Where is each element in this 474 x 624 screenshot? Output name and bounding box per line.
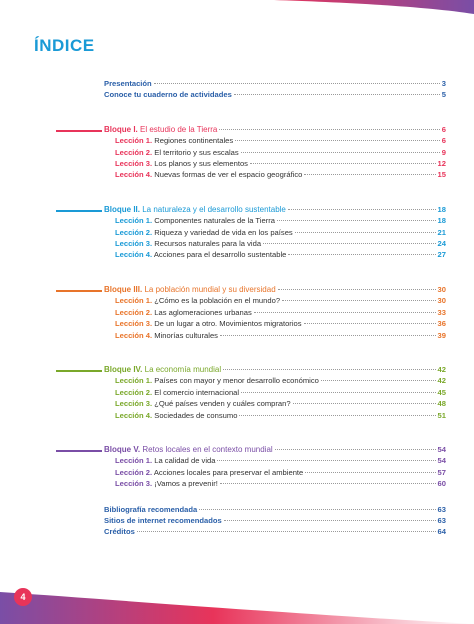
lesson-title: ¿Qué países venden y cuáles compran? bbox=[152, 399, 291, 409]
toc-entry-page: 51 bbox=[437, 410, 446, 420]
toc-entry-back-0[interactable] bbox=[104, 504, 446, 515]
toc-entry-page: 36 bbox=[437, 319, 446, 329]
leader-dots bbox=[254, 312, 436, 313]
lesson-title: Componentes naturales de la Tierra bbox=[152, 216, 275, 226]
toc-entry-page: 6 bbox=[441, 124, 446, 134]
block-heading-label bbox=[104, 364, 221, 375]
lesson-number: Lección 2. bbox=[115, 307, 153, 317]
lesson-number: Lección 3. bbox=[115, 239, 153, 249]
toc-entry-page: 45 bbox=[437, 387, 446, 397]
toc-lesson-entry[interactable] bbox=[104, 318, 446, 329]
lesson-label bbox=[115, 158, 248, 169]
toc-entry-label: Conoce tu cuaderno de actividades bbox=[104, 90, 232, 100]
block-number: Bloque II. bbox=[104, 204, 140, 214]
leader-dots bbox=[154, 83, 440, 84]
toc-entry-label: Bibliografía recomendada bbox=[104, 504, 198, 514]
toc-entry-page: 27 bbox=[437, 250, 446, 260]
leader-dots bbox=[263, 243, 436, 244]
toc-entry-front-0[interactable] bbox=[104, 78, 446, 89]
toc-entry-page: 54 bbox=[437, 444, 446, 454]
toc-entry-page: 64 bbox=[437, 527, 446, 537]
block-number: Bloque V. bbox=[104, 444, 141, 454]
leader-dots bbox=[275, 449, 436, 450]
leader-dots bbox=[241, 152, 440, 153]
spacer bbox=[104, 181, 446, 195]
lesson-label bbox=[115, 169, 302, 180]
block-title: La naturaleza y el desarrollo sustentable bbox=[140, 204, 286, 214]
toc-lesson-entry[interactable] bbox=[104, 135, 446, 146]
leader-dots bbox=[239, 415, 435, 416]
toc-entry-front-1[interactable] bbox=[104, 89, 446, 100]
block-title: La población mundial y su diversidad bbox=[142, 284, 276, 294]
blocks-list bbox=[104, 124, 446, 490]
leader-dots bbox=[223, 369, 435, 370]
toc-block-heading[interactable] bbox=[104, 124, 446, 135]
leader-dots bbox=[241, 392, 435, 393]
toc-entry-label: Créditos bbox=[104, 527, 135, 537]
leader-dots bbox=[288, 254, 435, 255]
page-title: ÍNDICE bbox=[34, 36, 95, 55]
toc-entry-page: 30 bbox=[437, 284, 446, 294]
lesson-number: Lección 2. bbox=[115, 467, 153, 477]
top-decorative-swoosh bbox=[274, 0, 474, 14]
leader-dots bbox=[288, 209, 436, 210]
toc-lesson-entry[interactable] bbox=[104, 295, 446, 306]
block-number: Bloque I. bbox=[104, 124, 138, 134]
toc-lesson-entry[interactable] bbox=[104, 215, 446, 226]
lesson-number: Lección 3. bbox=[115, 319, 153, 329]
lesson-number: Lección 1. bbox=[115, 296, 153, 306]
toc-entry-page: 9 bbox=[441, 147, 446, 157]
lesson-label bbox=[115, 375, 319, 386]
leader-dots bbox=[250, 163, 436, 164]
lesson-label bbox=[115, 215, 275, 226]
leader-dots bbox=[278, 289, 436, 290]
bottom-decorative-swoosh bbox=[0, 582, 474, 624]
lesson-label bbox=[115, 387, 239, 398]
spacer bbox=[104, 341, 446, 355]
lesson-number: Lección 1. bbox=[115, 456, 153, 466]
leader-dots bbox=[282, 300, 436, 301]
leader-dots bbox=[321, 380, 436, 381]
toc-lesson-entry[interactable] bbox=[104, 249, 446, 260]
toc-lesson-entry[interactable] bbox=[104, 398, 446, 409]
lesson-number: Lección 2. bbox=[115, 387, 153, 397]
toc-lesson-entry[interactable] bbox=[104, 478, 446, 489]
page-number-badge: 4 bbox=[14, 588, 32, 606]
toc-block-heading[interactable] bbox=[104, 364, 446, 375]
lesson-title: Riqueza y variedad de vida en los países bbox=[152, 227, 293, 237]
block-title: Retos locales en el contexto mundial bbox=[140, 444, 273, 454]
leader-dots bbox=[224, 520, 436, 521]
toc-entry-page: 12 bbox=[437, 159, 446, 169]
block-accent-line bbox=[56, 130, 102, 132]
toc-entry-back-2[interactable] bbox=[104, 526, 446, 537]
block-accent-line bbox=[56, 290, 102, 292]
lesson-title: ¿Cómo es la población en el mundo? bbox=[152, 296, 281, 306]
leader-dots bbox=[295, 232, 436, 233]
lesson-label bbox=[115, 398, 291, 409]
block-heading-label bbox=[104, 204, 286, 215]
block-accent-line bbox=[56, 210, 102, 212]
lesson-label bbox=[115, 455, 215, 466]
toc-entry-page: 54 bbox=[437, 456, 446, 466]
lesson-number: Lección 3. bbox=[115, 479, 153, 489]
toc-entry-label: Sitios de internet recomendados bbox=[104, 515, 222, 525]
toc-entry-page: 15 bbox=[437, 170, 446, 180]
spacer bbox=[104, 101, 446, 115]
lesson-number: Lección 4. bbox=[115, 410, 153, 420]
block-heading-label bbox=[104, 444, 273, 455]
block-accent-line bbox=[56, 370, 102, 372]
leader-dots bbox=[293, 403, 436, 404]
lesson-label bbox=[115, 238, 261, 249]
leader-dots bbox=[217, 460, 435, 461]
toc-entry-page: 63 bbox=[437, 504, 446, 514]
toc-lesson-entry[interactable] bbox=[104, 387, 446, 398]
lesson-number: Lección 1. bbox=[115, 376, 153, 386]
toc-lesson-entry[interactable] bbox=[104, 147, 446, 158]
lesson-title: Nuevas formas de ver el espacio geográfico bbox=[152, 170, 303, 180]
toc-entry-page: 42 bbox=[437, 364, 446, 374]
lesson-title: Los planos y sus elementos bbox=[152, 159, 248, 169]
lesson-title: Sociedades de consumo bbox=[152, 410, 238, 420]
toc-entry-page: 3 bbox=[441, 79, 446, 88]
lesson-title: Regiones continentales bbox=[152, 136, 234, 146]
toc-entry-page: 30 bbox=[437, 296, 446, 306]
toc-lesson-entry[interactable] bbox=[104, 169, 446, 180]
lesson-number: Lección 2. bbox=[115, 227, 153, 237]
toc-lesson-entry[interactable] bbox=[104, 307, 446, 318]
lesson-title: Recursos naturales para la vida bbox=[152, 239, 262, 249]
lesson-title: ¡Vamos a prevenir! bbox=[152, 479, 218, 489]
toc-lesson-entry[interactable] bbox=[104, 375, 446, 386]
toc-entry-page: 5 bbox=[441, 90, 446, 100]
leader-dots bbox=[235, 140, 440, 141]
lesson-title: Países con mayor y menor desarrollo económico bbox=[152, 376, 319, 386]
leader-dots bbox=[137, 531, 436, 532]
lesson-title: Acciones para el desarrollo sustentable bbox=[152, 250, 287, 260]
lesson-number: Lección 1. bbox=[115, 216, 153, 226]
lesson-label bbox=[115, 227, 293, 238]
leader-dots bbox=[199, 509, 435, 510]
toc-entry-page: 39 bbox=[437, 330, 446, 340]
leader-dots bbox=[220, 483, 436, 484]
toc-entry-page: 63 bbox=[437, 515, 446, 525]
block-heading-label bbox=[104, 124, 217, 135]
leader-dots bbox=[304, 174, 435, 175]
block-title: La economía mundial bbox=[142, 364, 222, 374]
lesson-title: Acciones locales para preservar el ambiente bbox=[152, 467, 304, 477]
leader-dots bbox=[219, 129, 439, 130]
lesson-number: Lección 3. bbox=[115, 399, 153, 409]
lesson-label bbox=[115, 318, 302, 329]
lesson-number: Lección 2. bbox=[115, 147, 153, 157]
toc-entry-page: 21 bbox=[437, 227, 446, 237]
toc-entry-page: 60 bbox=[437, 479, 446, 489]
block-title: El estudio de la Tierra bbox=[137, 124, 218, 134]
lesson-label bbox=[115, 330, 218, 341]
toc-entry-page: 57 bbox=[437, 467, 446, 477]
spacer bbox=[104, 421, 446, 435]
toc-entry-label: Presentación bbox=[104, 79, 152, 88]
lesson-label bbox=[115, 135, 233, 146]
table-of-contents bbox=[104, 78, 446, 538]
block-number: Bloque III. bbox=[104, 284, 143, 294]
toc-block-heading[interactable] bbox=[104, 444, 446, 455]
leader-dots bbox=[305, 472, 435, 473]
toc-entry-back-1[interactable] bbox=[104, 515, 446, 526]
toc-entry-page: 18 bbox=[437, 204, 446, 214]
lesson-title: La calidad de vida bbox=[152, 456, 216, 466]
spacer bbox=[104, 261, 446, 275]
block-number: Bloque IV. bbox=[104, 364, 143, 374]
lesson-number: Lección 1. bbox=[115, 136, 153, 146]
toc-entry-page: 24 bbox=[437, 239, 446, 249]
leader-dots bbox=[234, 94, 440, 95]
lesson-number: Lección 4. bbox=[115, 330, 153, 340]
lesson-title: El comercio internacional bbox=[152, 387, 240, 397]
lesson-number: Lección 3. bbox=[115, 159, 153, 169]
spacer bbox=[104, 490, 446, 504]
toc-block-heading[interactable] bbox=[104, 284, 446, 295]
toc-entry-page: 42 bbox=[437, 376, 446, 386]
lesson-label bbox=[115, 249, 286, 260]
toc-entry-page: 18 bbox=[437, 216, 446, 226]
lesson-label bbox=[115, 147, 239, 158]
lesson-label bbox=[115, 467, 303, 478]
toc-lesson-entry[interactable] bbox=[104, 410, 446, 421]
lesson-number: Lección 4. bbox=[115, 250, 153, 260]
toc-lesson-entry[interactable] bbox=[104, 158, 446, 169]
leader-dots bbox=[277, 220, 436, 221]
lesson-number: Lección 4. bbox=[115, 170, 153, 180]
lesson-label bbox=[115, 478, 218, 489]
block-accent-line bbox=[56, 450, 102, 452]
toc-entry-page: 48 bbox=[437, 399, 446, 409]
toc-lesson-entry[interactable] bbox=[104, 455, 446, 466]
toc-lesson-entry[interactable] bbox=[104, 330, 446, 341]
lesson-title: El territorio y sus escalas bbox=[152, 147, 239, 157]
lesson-label bbox=[115, 295, 280, 306]
toc-lesson-entry[interactable] bbox=[104, 227, 446, 238]
leader-dots bbox=[304, 323, 436, 324]
lesson-title: De un lugar a otro. Movimientos migratorios bbox=[152, 319, 302, 329]
leader-dots bbox=[220, 335, 436, 336]
toc-lesson-entry[interactable] bbox=[104, 467, 446, 478]
lesson-label bbox=[115, 410, 237, 421]
toc-entry-page: 33 bbox=[437, 307, 446, 317]
lesson-title: Las aglomeraciones urbanas bbox=[152, 307, 252, 317]
lesson-title: Minorías culturales bbox=[152, 330, 218, 340]
lesson-label bbox=[115, 307, 252, 318]
toc-lesson-entry[interactable] bbox=[104, 238, 446, 249]
toc-block-heading[interactable] bbox=[104, 204, 446, 215]
toc-entry-page: 6 bbox=[441, 136, 446, 146]
block-heading-label bbox=[104, 284, 276, 295]
